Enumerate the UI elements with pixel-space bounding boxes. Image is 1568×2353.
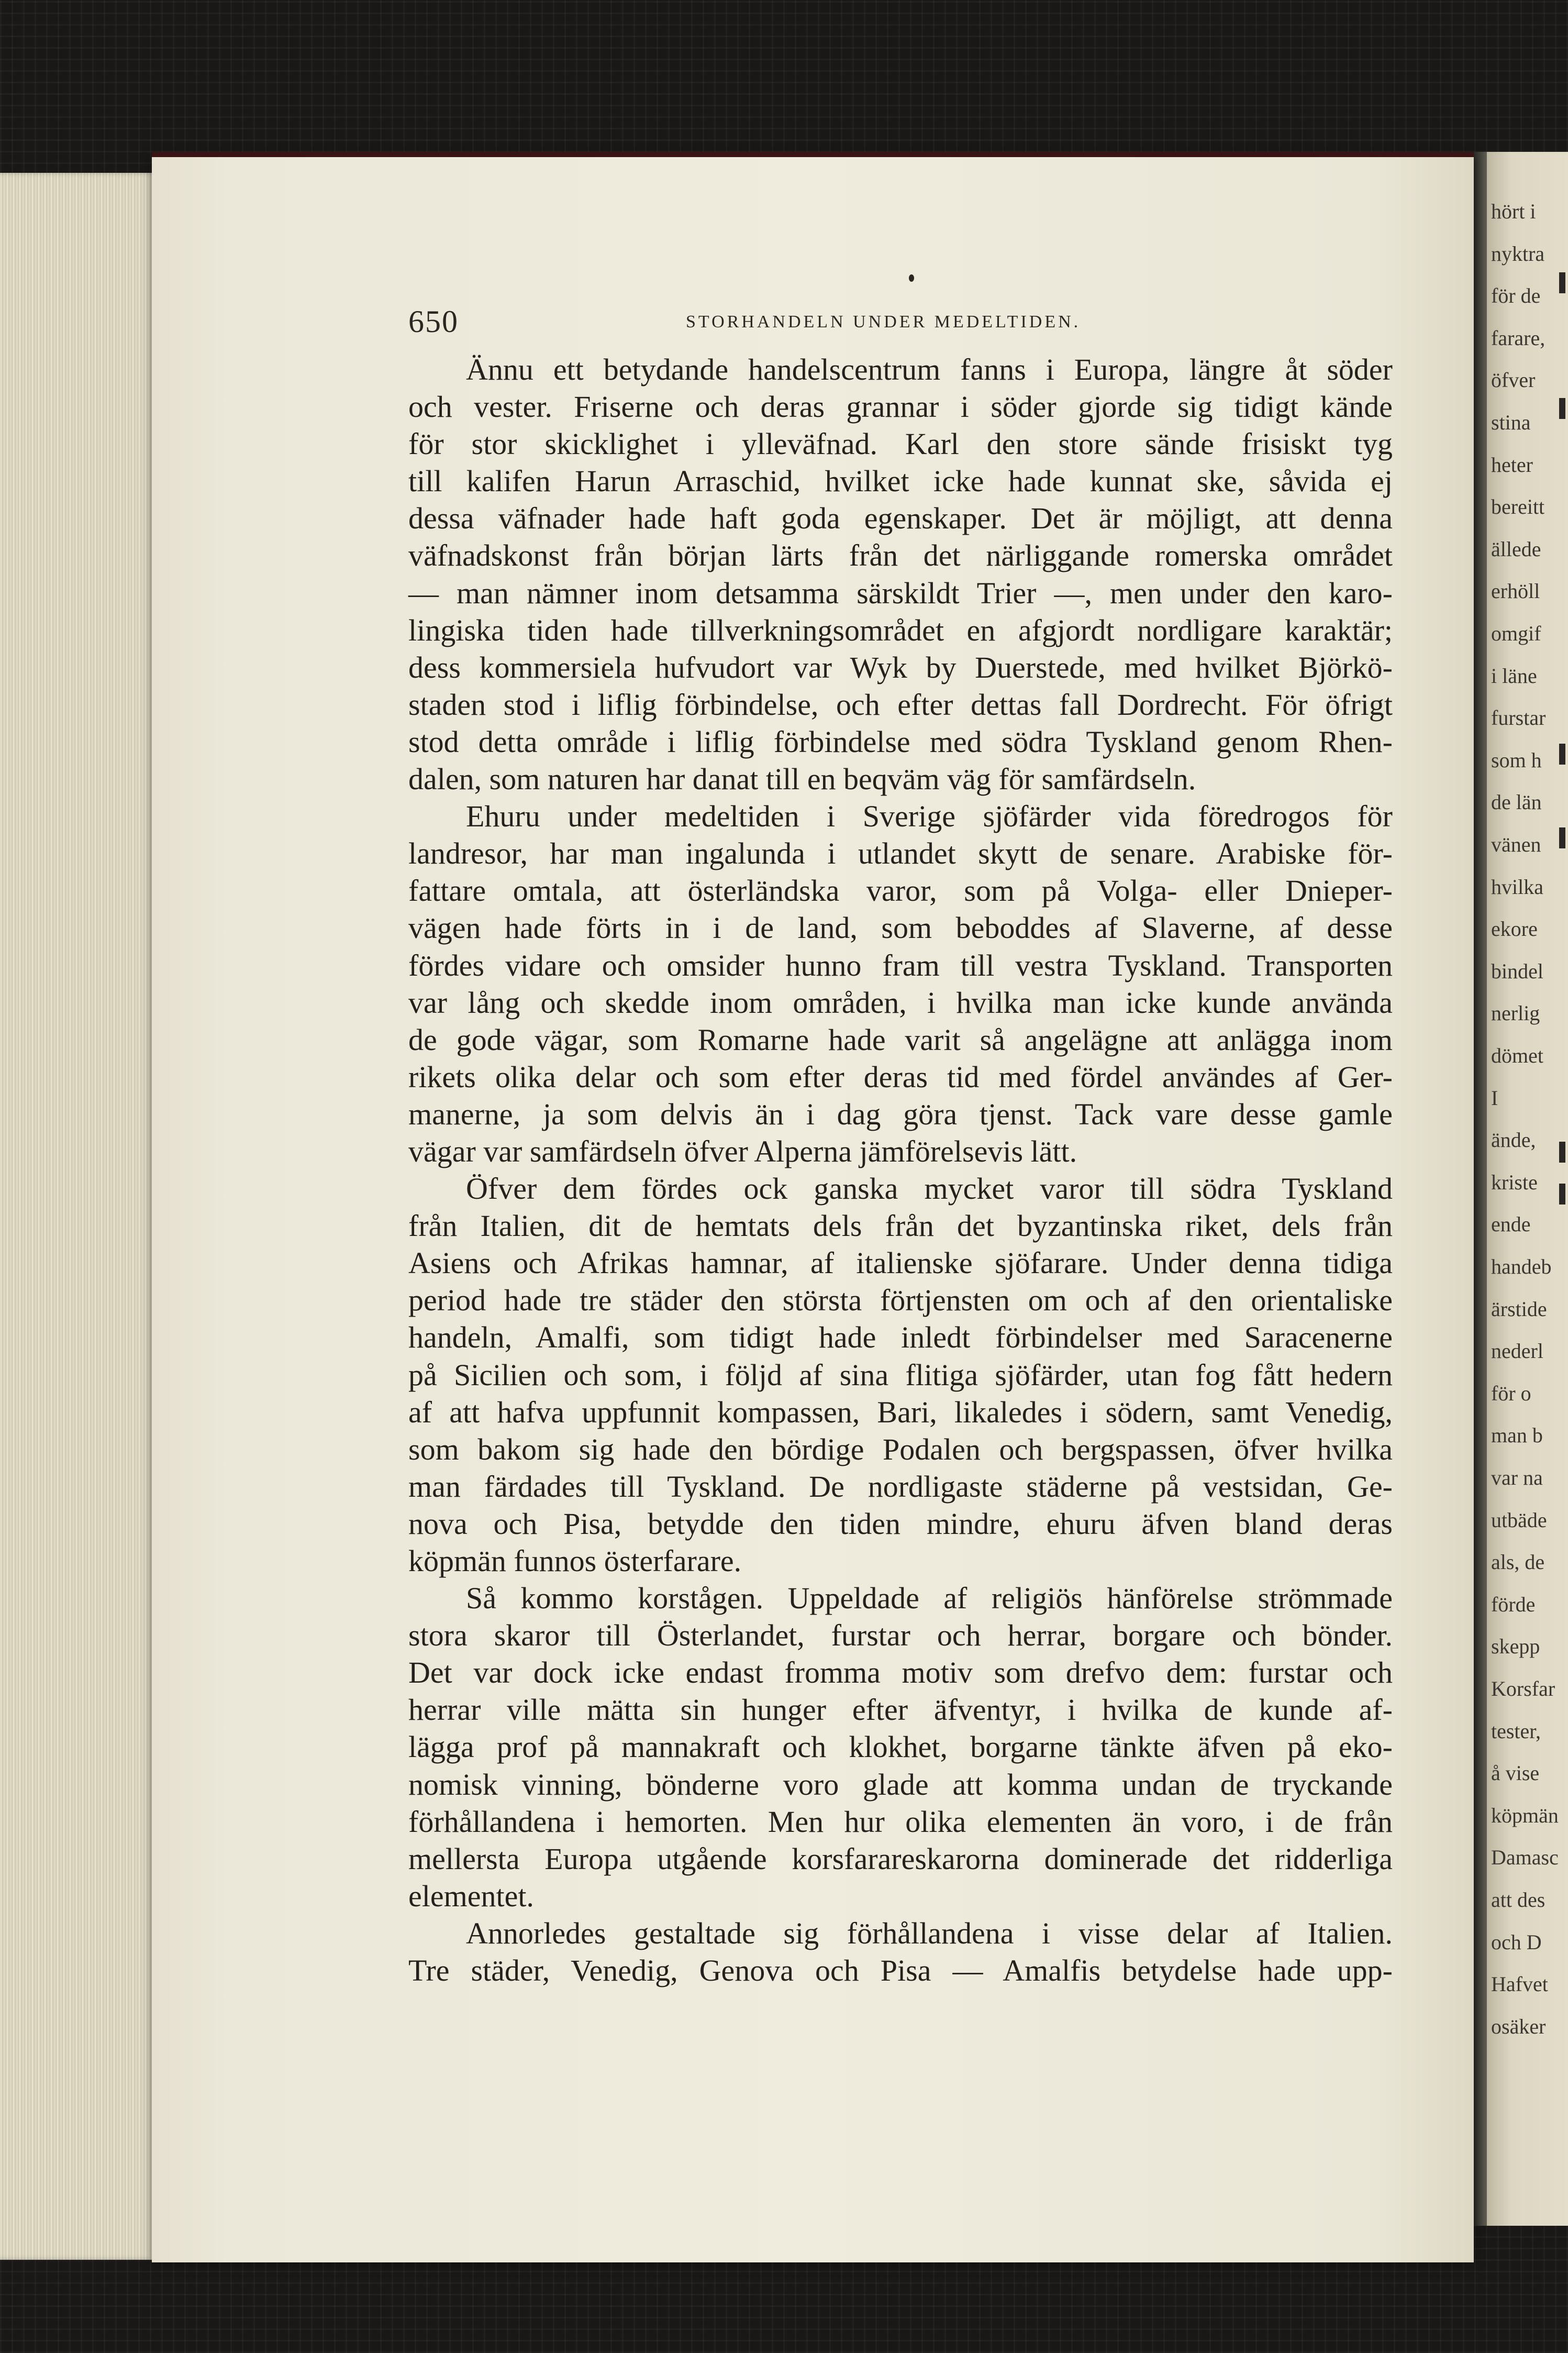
- text-line: och vester. Friserne och deras grannar i söder gjorde sig tidigt kände: [408, 390, 1393, 424]
- text-line: period hade tre städer den största förtjensten om och af den orientaliske: [408, 1283, 1393, 1318]
- facing-page-fragment: Korsfar: [1491, 1677, 1555, 1700]
- facing-page-fragment: kriste: [1491, 1170, 1538, 1194]
- facing-page-fragment: för o: [1491, 1381, 1531, 1405]
- running-head: STORHANDELN UNDER MEDELTIDEN.: [686, 312, 1081, 332]
- facing-page-fragment: för de: [1491, 284, 1541, 308]
- facing-page-fragment: furstar: [1491, 706, 1546, 730]
- text-line: på Sicilien och som, i följd af sina flitiga sjöfärder, utan fog fått hedern: [408, 1357, 1393, 1392]
- facing-page-fragment: var na: [1491, 1466, 1543, 1489]
- facing-page-fragment: erhöll: [1491, 579, 1540, 603]
- text-line: man färdades till Tyskland. De nordligaste städerne på vestsidan, Ge-: [408, 1469, 1393, 1504]
- text-line: de gode vägar, som Romarne hade varit så angelägne att anlägga inom: [408, 1022, 1393, 1057]
- facing-page-fragment: ände,: [1491, 1128, 1536, 1152]
- facing-edge-mark: [1559, 272, 1565, 293]
- text-line: köpmän funnos österfarare.: [408, 1544, 742, 1578]
- text-line: för stor skicklighet i ylleväfnad. Karl den store sände frisiskt tyg: [408, 427, 1393, 461]
- text-line: Annorledes gestaltade sig förhållandena i visse delar af Italien.: [466, 1916, 1393, 1950]
- text-line: nova och Pisa, betydde den tiden mindre, ehuru äfven bland deras: [408, 1506, 1393, 1541]
- facing-page-fragment: ende: [1491, 1212, 1531, 1236]
- text-line: dalen, som naturen har danat till en beqväm väg för samfärdseln.: [408, 762, 1196, 797]
- text-line: Ehuru under medeltiden i Sverige sjöfärder vida föredrogos för: [466, 799, 1393, 834]
- page-edges: [0, 173, 157, 2260]
- facing-page-fragment: köpmän: [1491, 1803, 1559, 1827]
- text-line: Ännu ett betydande handelscentrum fanns i Europa, längre åt söder: [466, 352, 1393, 386]
- facing-page-fragment: farare,: [1491, 326, 1545, 350]
- text-line: mellersta Europa utgående korsfarareskarorna dominerade det ridderliga: [408, 1841, 1393, 1876]
- facing-page-fragment: skepp: [1491, 1634, 1540, 1659]
- facing-page-fragment: nyktra: [1491, 241, 1545, 266]
- facing-page-fragment: öfver: [1491, 368, 1536, 392]
- facing-page-fragment: omgif: [1491, 622, 1541, 645]
- facing-page-fragment: als, de: [1491, 1550, 1545, 1574]
- facing-page-fragment: handeb: [1491, 1255, 1552, 1278]
- facing-edge-mark: [1559, 1184, 1565, 1205]
- facing-page-fragment: hört i: [1491, 200, 1536, 223]
- page-number: 650: [408, 304, 459, 339]
- text-line: var lång och skedde inom områden, i hvilka man icke kunde använda: [408, 985, 1393, 1020]
- text-line: staden stod i liflig förbindelse, och efter dettas fall Dordrecht. För öfrigt: [408, 687, 1393, 722]
- body-text: [408, 351, 1393, 1989]
- text-line: handeln, Amalfi, som tidigt hade inledt förbindelser med Saracenerne: [408, 1320, 1393, 1355]
- page-top-edge: [152, 152, 1474, 157]
- facing-page-fragment: vänen: [1491, 833, 1541, 856]
- facing-edge-mark: [1559, 398, 1565, 419]
- text-line: dess kommersiela hufvudort var Wyk by Duerstede, med hvilket Björkö-: [408, 650, 1393, 684]
- facing-page-fragment: nederl: [1491, 1339, 1543, 1363]
- text-line: herrar ville mätta sin hunger efter äfventyr, i hvilka de kunde af-: [408, 1693, 1393, 1727]
- facing-page-fragment: ekore: [1491, 917, 1538, 941]
- text-line: Det var dock icke endast fromma motiv som drefvo dem: furstar och: [408, 1655, 1393, 1690]
- ink-dot: [909, 274, 914, 282]
- text-line: från Italien, dit de hemtats dels från det byzantinska riket, dels från: [408, 1209, 1393, 1243]
- facing-page-fragment: tester,: [1491, 1719, 1541, 1743]
- text-line: nomisk vinning, bönderne voro glade att komma undan de tryckande: [408, 1767, 1393, 1802]
- text-line: lägga prof på mannakraft och klokhet, borgarne tänkte äfven på eko-: [408, 1730, 1393, 1764]
- facing-page-fragment: Damasc: [1491, 1846, 1559, 1870]
- text-line: Tre städer, Venedig, Genova och Pisa — Amalfis betydelse hade upp-: [408, 1953, 1393, 1988]
- text-line: dessa väfnader hade haft goda egenskaper. Det är möjligt, att denna: [408, 501, 1393, 536]
- facing-page-fragment: som h: [1491, 748, 1542, 772]
- facing-edge-mark: [1559, 827, 1565, 848]
- facing-page-fragment: förde: [1491, 1592, 1536, 1616]
- facing-page-fragment: Hafvet: [1491, 1972, 1548, 1996]
- facing-page-fragment: de län: [1491, 790, 1542, 814]
- text-line: — man nämner inom detsamma särskildt Trier —, men under den karo-: [408, 576, 1393, 610]
- facing-edge-mark: [1559, 744, 1565, 765]
- text-line: landresor, har man ingalunda i utlandet skytt de senare. Arabiske för-: [408, 836, 1393, 871]
- text-line: Öfver dem fördes ock ganska mycket varor till södra Tyskland: [466, 1172, 1393, 1206]
- facing-page-fragment: att des: [1491, 1888, 1545, 1912]
- facing-page-fragment: osäker: [1491, 2014, 1546, 2038]
- facing-page-fragment: stina: [1491, 411, 1531, 434]
- facing-page-fragment: bindel: [1491, 959, 1543, 983]
- text-line: Så kommo korstågen. Uppeldade af religiös hänförelse strömmade: [466, 1581, 1393, 1616]
- text-line: vägar var samfärdseln öfver Alperna jämförelsevis lätt.: [408, 1134, 1077, 1168]
- text-line: vägen hade förts in i de land, som beboddes af Slaverne, af desse: [408, 911, 1393, 945]
- text-line: lingiska tiden hade tillverkningsområdet en afgjordt nordligare karaktär;: [408, 613, 1393, 647]
- facing-page-fragment: man b: [1491, 1423, 1543, 1448]
- facing-page-fragment: ällede: [1491, 537, 1541, 561]
- text-line: fattare omtala, att österländska varor, som på Volga- eller Dnieper-: [408, 874, 1393, 908]
- facing-page-fragment: i läne: [1491, 664, 1537, 688]
- facing-page-strip: [1487, 152, 1568, 2226]
- facing-page-fragment: och D: [1491, 1930, 1542, 1954]
- facing-page-fragment: ärstide: [1491, 1297, 1547, 1321]
- facing-page-fragment: hvilka: [1491, 875, 1543, 899]
- text-line: stora skaror till Österlandet, furstar och herrar, borgare och bönder.: [408, 1618, 1393, 1653]
- text-line: manerne, ja som delvis än i dag göra tjenst. Tack vare desse gamle: [408, 1097, 1393, 1131]
- text-line: förhållandena i hemorten. Men hur olika elementen än voro, i de från: [408, 1804, 1393, 1839]
- text-line: väfnadskonst från början lärts från det närliggande romerska området: [408, 538, 1393, 573]
- text-line: stod detta område i liflig förbindelse med södra Tyskland genom Rhen-: [408, 724, 1393, 759]
- facing-page-fragment: utbäde: [1491, 1508, 1547, 1532]
- facing-page-fragment: heter: [1491, 452, 1533, 477]
- facing-page-fragment: dömet: [1491, 1044, 1543, 1067]
- facing-page-fragment: å vise: [1491, 1761, 1540, 1785]
- facing-page-fragment: nerlig: [1491, 1001, 1540, 1025]
- text-line: fördes vidare och omsider hunno fram till vestra Tyskland. Transporten: [408, 948, 1393, 982]
- text-line: rikets olika delar och som efter deras tid med fördel användes af Ger-: [408, 1059, 1393, 1094]
- text-line: som bakom sig hade den bördige Podalen och bergspassen, öfver hvilka: [408, 1432, 1393, 1466]
- text-line: Asiens och Afrikas hamnar, af italienske sjöfarare. Under denna tidiga: [408, 1246, 1393, 1280]
- text-line: af att hafva uppfunnit kompassen, Bari, likaledes i södern, samt Venedig,: [408, 1395, 1393, 1429]
- facing-edge-mark: [1559, 1142, 1565, 1163]
- facing-page-fragment: I: [1491, 1086, 1498, 1110]
- text-line: till kalifen Harun Arraschid, hvilket icke hade kunnat ske, såvida ej: [408, 464, 1393, 499]
- facing-page-fragment: bereitt: [1491, 495, 1545, 519]
- text-line: elementet.: [408, 1879, 534, 1913]
